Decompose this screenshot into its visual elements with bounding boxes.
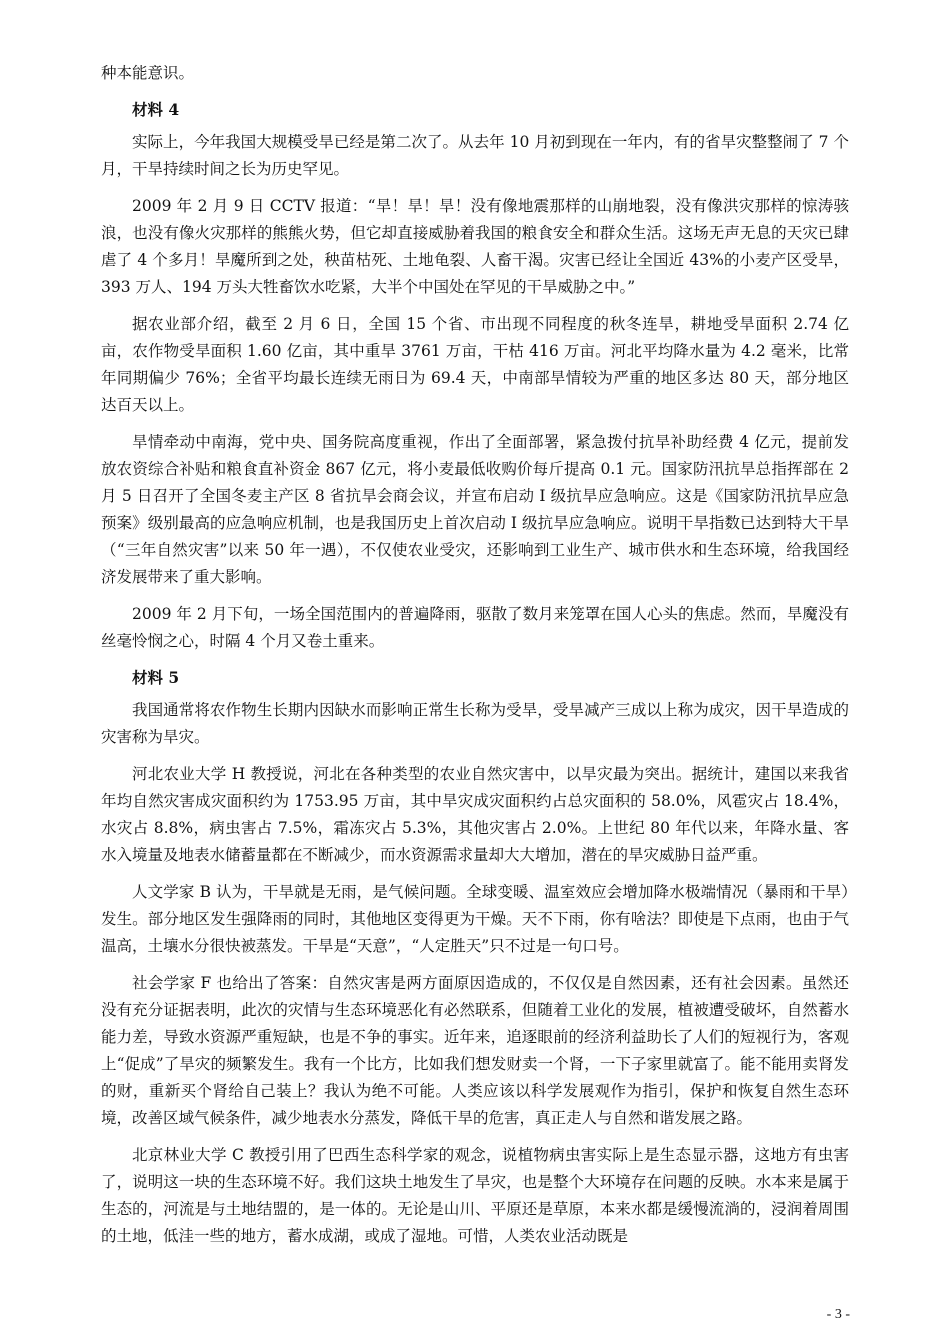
material-5-paragraph-2: 河北农业大学 H 教授说，河北在各种类型的农业自然灾害中，以旱灾最为突出。据统计，建国以来我省年均自然灾害成灾面积约为 1753.95 万亩，其中旱灾成灾面积约占总灾面积的 58.0%，风雹灾占 18.4%，水灾占 8.8%，病虫害占 7.5%，霜冻灾占 5.3%，其他灾害占 2.0%。上世纪 80 年代以来，年降水量、客水入境量及地表水储蓄量都在不断减少，而水资源需求量却大大增加，潜在的旱灾威胁日益严重。 xyxy=(101,765,849,864)
page-number: - 3 - xyxy=(826,1307,850,1322)
material-5-paragraph-3: 人文学家 B 认为，干旱就是无雨，是气候问题。全球变暖、温室效应会增加降水极端情况（暴雨和干旱）发生。部分地区发生强降雨的同时，其他地区变得更为干燥。天不下雨，你有啥法？即使是下点雨，也由于气温高，土壤水分很快被蒸发。干旱是“天意”，“人定胜天”只不过是一句口号。 xyxy=(101,883,849,955)
material-5-paragraph-1: 我国通常将农作物生长期内因缺水而影响正常生长称为受旱，受旱减产三成以上称为成灾，因干旱造成的灾害称为旱灾。 xyxy=(101,701,849,746)
page-content xyxy=(101,60,849,1260)
material-4-paragraph-5: 2009 年 2 月下旬，一场全国范围内的普遍降雨，驱散了数月来笼罩在国人心头的焦虑。然而，旱魔没有丝毫怜悯之心，时隔 4 个月又卷土重来。 xyxy=(101,605,849,650)
material-5-paragraph-5: 北京林业大学 C 教授引用了巴西生态科学家的观念，说植物病虫害实际上是生态显示器，这地方有虫害了，说明这一块的生态环境不好。我们这块土地发生了旱灾，也是整个大环境存在问题的反映。水本来是属于生态的，河流是与土地结盟的，是一体的。无论是山川、平原还是草原，本来水都是缓慢流淌的，浸润着周围的土地，低洼一些的地方，蓄水成湖，或成了湿地。可惜，人类农业活动既是 xyxy=(101,1146,849,1245)
material-4-paragraph-3: 据农业部介绍，截至 2 月 6 日，全国 15 个省、市出现不同程度的秋冬连旱，耕地受旱面积 2.74 亿亩，农作物受旱面积 1.60 亿亩，其中重旱 3761 万亩，干枯 416 万亩。河北平均降水量为 4.2 毫米，比常年同期偏少 76%；全省平均最长连续无雨日为 69.4 天，中南部旱情较为严重的地区多达 80 天，部分地区达百天以上。 xyxy=(101,315,849,414)
material-5-section xyxy=(101,665,849,1250)
material-5-paragraph-4: 社会学家 F 也给出了答案：自然灾害是两方面原因造成的，不仅仅是自然因素，还有社会因素。虽然还没有充分证据表明，此次的灾情与生态环境恶化有必然联系，但随着工业化的发展，植被遭受破坏，自然蓄水能力差，导致水资源严重短缺，也是不争的事实。近年来，追逐眼前的经济利益助长了人们的短视行为，客观上“促成”了旱灾的频繁发生。我有一个比方，比如我们想发财卖一个肾，一下子家里就富了。能不能用卖肾发的财，重新买个肾给自己装上？我认为绝不可能。人类应该以科学发展观作为指引，保护和恢复自然生态环境，改善区域气候条件，减少地表水分蒸发，降低干旱的危害，真正走人与自然和谐发展之路。 xyxy=(101,974,849,1127)
material-5-heading: 材料 5 xyxy=(132,668,180,687)
continued-paragraph: 种本能意识。 xyxy=(101,64,195,82)
material-4-paragraph-2: 2009 年 2 月 9 日 CCTV 报道：“旱！旱！旱！没有像地震那样的山崩地裂，没有像洪灾那样的惊涛骇浪，也没有像火灾那样的熊熊火势，但它却直接威胁着我国的粮食安全和群众生活。这场无声无息的天灾已肆虐了 4 个多月！旱魔所到之处，秧苗枯死、土地龟裂、人畜干渴。灾害已经让全国近 43%的小麦产区受旱，393 万人、194 万头大牲畜饮水吃紧，大半个中国处在罕见的干旱威胁之中。” xyxy=(101,197,849,296)
material-4-paragraph-1: 实际上，今年我国大规模受旱已经是第二次了。从去年 10 月初到现在一年内，有的省旱灾整整闹了 7 个月，干旱持续时间之长为历史罕见。 xyxy=(101,133,849,178)
material-4-heading: 材料 4 xyxy=(132,100,180,119)
material-4-paragraph-4: 旱情牵动中南海，党中央、国务院高度重视，作出了全面部署，紧急拨付抗旱补助经费 4 亿元，提前发放农资综合补贴和粮食直补资金 867 亿元，将小麦最低收购价每斤提高 0.1 元。国家防汛抗旱总指挥部在 2 月 5 日召开了全国冬麦主产区 8 省抗旱会商会议，并宣布启动 I 级抗旱应急响应。这是《国家防汛抗旱应急预案》级别最高的应急响应机制，也是我国历史上首次启动 I 级抗旱应急响应。说明干旱指数已达到特大干旱（“三年自然灾害”以来 50 年一遇），不仅使农业受灾，还影响到工业生产、城市供水和生态环境，给我国经济发展带来了重大影响。 xyxy=(101,433,849,586)
material-4-section xyxy=(101,97,849,655)
